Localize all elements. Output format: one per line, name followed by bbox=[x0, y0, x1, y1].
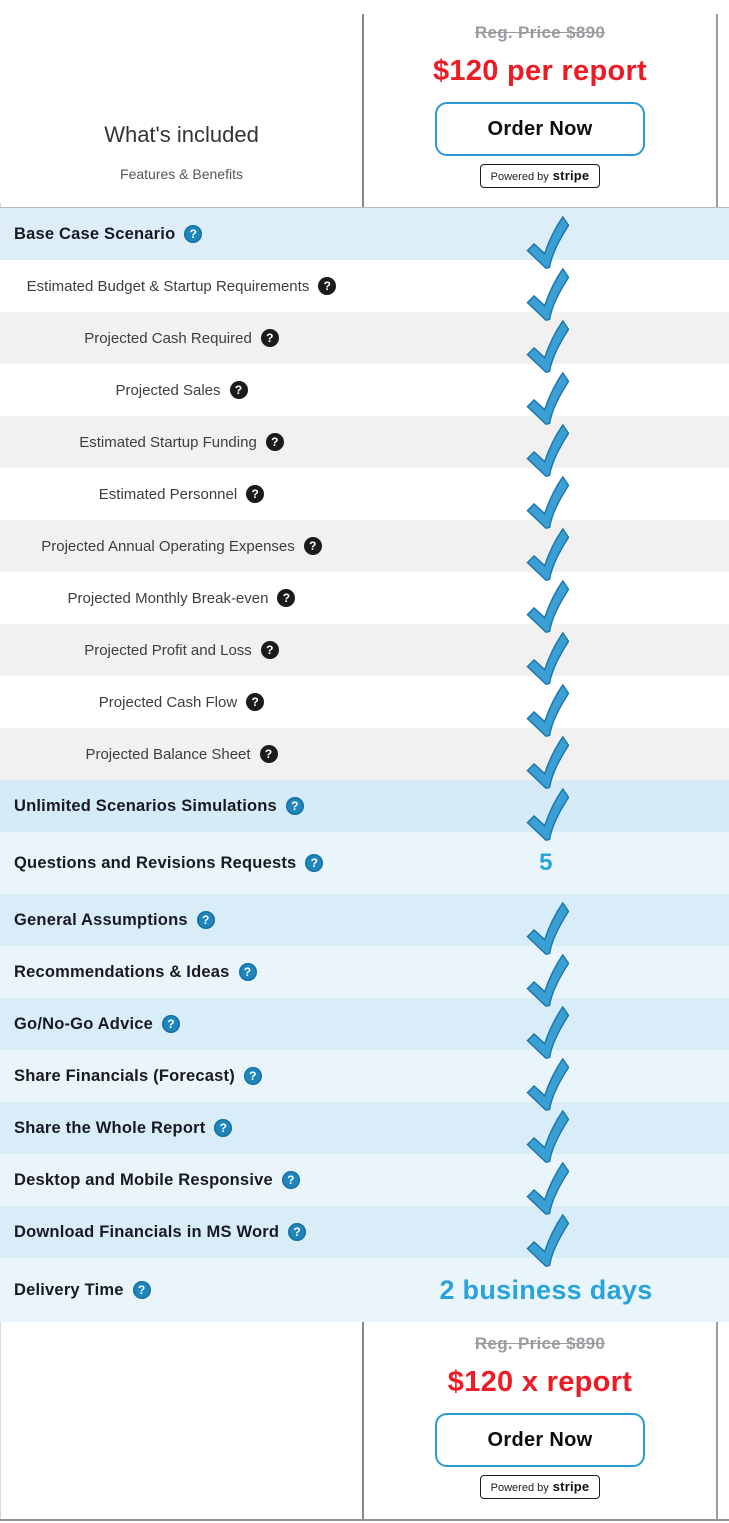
feature-label: Share Financials (Forecast) bbox=[14, 1066, 235, 1085]
help-question-icon[interactable]: ? bbox=[162, 1015, 180, 1033]
plan-footer bbox=[363, 1321, 717, 1523]
feature-row bbox=[0, 208, 729, 260]
value-cell bbox=[363, 998, 729, 1050]
checkmark-icon bbox=[523, 319, 569, 376]
features-table bbox=[0, 207, 729, 1322]
feature-row bbox=[0, 946, 729, 998]
help-question-icon[interactable]: ? bbox=[246, 693, 264, 711]
checkmark-icon bbox=[523, 267, 569, 324]
feature-cell bbox=[0, 416, 363, 468]
value-cell bbox=[363, 208, 729, 260]
price-per-report-bottom: $120 x report bbox=[447, 1366, 633, 1398]
feature-label: Desktop and Mobile Responsive bbox=[14, 1170, 273, 1189]
regular-price-strikethrough-bottom: Reg. Price $890 bbox=[474, 1334, 606, 1353]
checkmark-icon bbox=[523, 1109, 569, 1166]
feature-cell bbox=[0, 624, 363, 676]
value-cell bbox=[363, 728, 729, 780]
value-cell bbox=[363, 1206, 729, 1258]
feature-row bbox=[0, 998, 729, 1050]
help-question-icon[interactable]: ? bbox=[286, 797, 304, 815]
value-cell bbox=[363, 894, 729, 946]
checkmark-icon bbox=[523, 735, 569, 792]
price-per-report: $120 per report bbox=[432, 55, 648, 87]
value-cell bbox=[363, 1102, 729, 1154]
help-question-icon[interactable]: ? bbox=[184, 225, 202, 243]
feature-label: Estimated Startup Funding bbox=[79, 433, 257, 451]
checkmark-icon bbox=[523, 631, 569, 688]
feature-row bbox=[0, 572, 729, 624]
features-benefits-subtitle: Features & Benefits bbox=[120, 166, 243, 182]
order-now-button-top[interactable]: Order Now bbox=[435, 102, 645, 156]
feature-cell bbox=[0, 260, 363, 312]
help-question-icon[interactable]: ? bbox=[305, 854, 323, 872]
checkmark-icon bbox=[523, 423, 569, 480]
feature-cell bbox=[0, 572, 363, 624]
feature-cell bbox=[0, 676, 363, 728]
feature-label: Projected Annual Operating Expenses bbox=[41, 537, 295, 555]
help-question-icon[interactable]: ? bbox=[214, 1119, 232, 1137]
checkmark-icon bbox=[523, 1213, 569, 1270]
feature-cell bbox=[0, 1154, 363, 1206]
value-cell bbox=[363, 1154, 729, 1206]
powered-by-label: Powered by bbox=[490, 1482, 549, 1494]
value-cell bbox=[363, 572, 729, 624]
checkmark-icon bbox=[523, 683, 569, 740]
feature-cell bbox=[0, 946, 363, 998]
value-cell bbox=[363, 260, 729, 312]
feature-cell bbox=[0, 780, 363, 832]
feature-cell bbox=[0, 1050, 363, 1102]
help-question-icon[interactable]: ? bbox=[239, 963, 257, 981]
feature-cell bbox=[0, 468, 363, 520]
feature-label: Projected Sales bbox=[115, 381, 221, 399]
feature-row bbox=[0, 1258, 729, 1322]
plan-header bbox=[363, 0, 717, 207]
help-question-icon[interactable]: ? bbox=[288, 1223, 306, 1241]
feature-cell bbox=[0, 208, 363, 260]
feature-label: Projected Balance Sheet bbox=[85, 745, 251, 763]
help-question-icon[interactable]: ? bbox=[197, 911, 215, 929]
help-question-icon[interactable]: ? bbox=[260, 745, 278, 763]
powered-by-stripe-badge-bottom bbox=[480, 1475, 601, 1499]
feature-row bbox=[0, 260, 729, 312]
feature-row bbox=[0, 1154, 729, 1206]
checkmark-icon bbox=[523, 901, 569, 958]
feature-row bbox=[0, 364, 729, 416]
stripe-logo: stripe bbox=[552, 1479, 590, 1494]
checkmark-icon bbox=[523, 953, 569, 1010]
stripe-logo: stripe bbox=[552, 168, 590, 183]
checkmark-icon bbox=[523, 579, 569, 636]
value-cell bbox=[363, 520, 729, 572]
feature-label: Go/No-Go Advice bbox=[14, 1014, 153, 1033]
feature-row bbox=[0, 1206, 729, 1258]
feature-label: Estimated Budget & Startup Requirements bbox=[26, 277, 310, 295]
regular-price-strikethrough: Reg. Price $890 bbox=[474, 23, 606, 42]
feature-label: Delivery Time bbox=[14, 1280, 124, 1299]
value-cell bbox=[363, 624, 729, 676]
checkmark-icon bbox=[523, 1005, 569, 1062]
value-cell bbox=[363, 946, 729, 998]
help-question-icon[interactable]: ? bbox=[230, 381, 248, 399]
feature-cell bbox=[0, 1206, 363, 1258]
feature-label: General Assumptions bbox=[14, 910, 188, 929]
included-header bbox=[0, 0, 363, 207]
feature-label: Download Financials in MS Word bbox=[14, 1222, 280, 1241]
help-question-icon[interactable]: ? bbox=[304, 537, 322, 555]
feature-row bbox=[0, 520, 729, 572]
feature-label: Recommendations & Ideas bbox=[14, 962, 230, 981]
help-question-icon[interactable]: ? bbox=[266, 433, 284, 451]
feature-cell bbox=[0, 1258, 363, 1322]
feature-cell bbox=[0, 312, 363, 364]
feature-cell bbox=[0, 1102, 363, 1154]
checkmark-icon bbox=[523, 527, 569, 584]
value-cell bbox=[363, 312, 729, 364]
feature-label: Projected Monthly Break-even bbox=[67, 589, 269, 607]
help-question-icon[interactable]: ? bbox=[133, 1281, 151, 1299]
feature-label: Projected Profit and Loss bbox=[84, 641, 252, 659]
help-question-icon[interactable]: ? bbox=[318, 277, 336, 295]
checkmark-icon bbox=[523, 371, 569, 428]
feature-cell bbox=[0, 728, 363, 780]
feature-row bbox=[0, 468, 729, 520]
feature-row bbox=[0, 894, 729, 946]
feature-row bbox=[0, 1102, 729, 1154]
feature-label: Unlimited Scenarios Simulations bbox=[14, 796, 277, 815]
help-question-icon[interactable]: ? bbox=[244, 1067, 262, 1085]
checkmark-icon bbox=[523, 1057, 569, 1114]
value-cell bbox=[363, 468, 729, 520]
feature-row bbox=[0, 312, 729, 364]
value-cell bbox=[363, 364, 729, 416]
value-cell bbox=[363, 1050, 729, 1102]
feature-label: Projected Cash Flow bbox=[98, 693, 238, 711]
help-question-icon[interactable]: ? bbox=[246, 485, 264, 503]
value-cell bbox=[363, 676, 729, 728]
feature-cell bbox=[0, 832, 363, 894]
feature-cell bbox=[0, 520, 363, 572]
checkmark-icon bbox=[523, 1161, 569, 1218]
feature-value: 2 business days bbox=[439, 1274, 653, 1305]
feature-cell bbox=[0, 364, 363, 416]
feature-label: Estimated Personnel bbox=[98, 485, 238, 503]
feature-row bbox=[0, 832, 729, 894]
value-cell bbox=[363, 416, 729, 468]
feature-row bbox=[0, 728, 729, 780]
help-question-icon[interactable]: ? bbox=[261, 641, 279, 659]
feature-row bbox=[0, 416, 729, 468]
help-question-icon[interactable]: ? bbox=[282, 1171, 300, 1189]
checkmark-icon bbox=[523, 215, 569, 272]
feature-label: Base Case Scenario bbox=[14, 224, 176, 243]
checkmark-icon bbox=[523, 787, 569, 844]
feature-row bbox=[0, 780, 729, 832]
feature-value: 5 bbox=[539, 849, 553, 876]
feature-row bbox=[0, 1050, 729, 1102]
feature-label: Projected Cash Required bbox=[84, 329, 252, 347]
whats-included-title: What's included bbox=[104, 122, 259, 147]
table-header bbox=[0, 0, 729, 207]
powered-by-label: Powered by bbox=[490, 171, 549, 183]
powered-by-stripe-badge bbox=[480, 164, 601, 188]
checkmark-icon bbox=[523, 475, 569, 532]
feature-label: Questions and Revisions Requests bbox=[14, 853, 297, 872]
feature-cell bbox=[0, 998, 363, 1050]
feature-row bbox=[0, 676, 729, 728]
feature-row bbox=[0, 624, 729, 676]
feature-label: Share the Whole Report bbox=[14, 1118, 206, 1137]
order-now-button-bottom[interactable]: Order Now bbox=[435, 1413, 645, 1467]
help-question-icon[interactable]: ? bbox=[261, 329, 279, 347]
help-question-icon[interactable]: ? bbox=[277, 589, 295, 607]
value-cell bbox=[363, 780, 729, 832]
feature-cell bbox=[0, 894, 363, 946]
